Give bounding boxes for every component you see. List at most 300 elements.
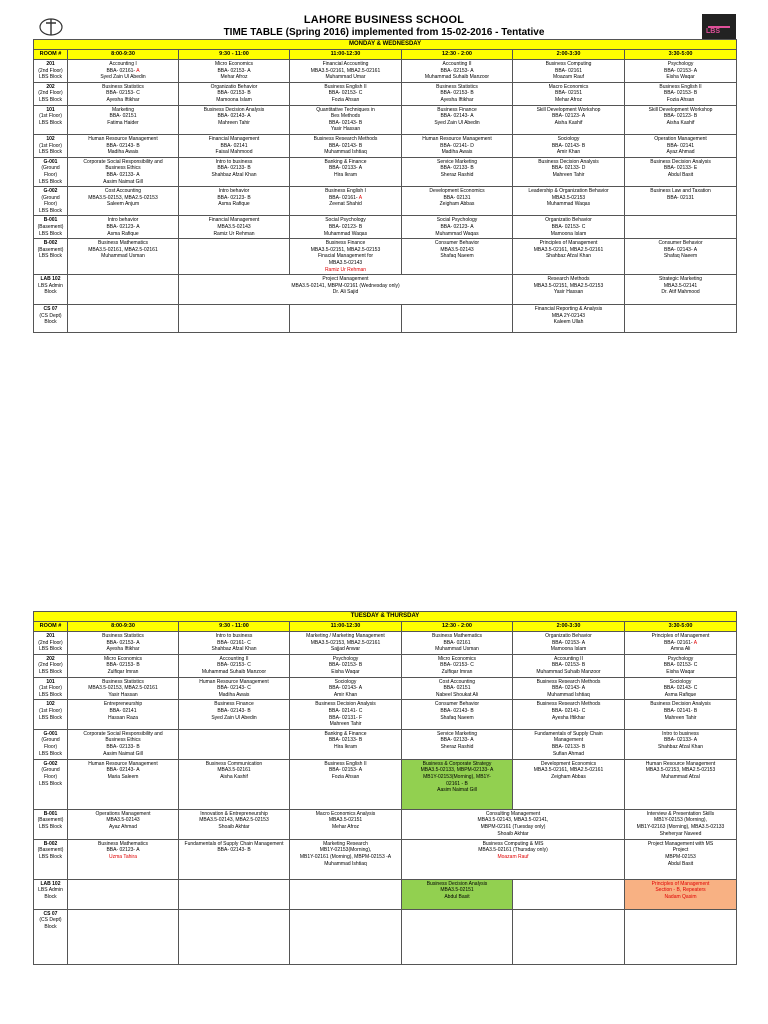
cell-line: [291, 685, 400, 692]
cell-line: [403, 120, 511, 127]
cell-text: Corporate Social Responsibility and: [83, 730, 163, 737]
cell-text: Muhammad Waqas: [435, 230, 479, 237]
cell-text: BBA- 02153- B: [106, 662, 140, 669]
room-location: LBS Block: [38, 119, 63, 126]
cell-text: Fundamentals of Supply Chain Management: [184, 840, 284, 847]
cell-text: BBA- 02151: [109, 113, 137, 120]
class-cell: [68, 275, 179, 305]
cell-text: MB1Y-02153 (Morning),: [654, 817, 707, 824]
cell-text: Dr. Atif Mahmood: [661, 289, 700, 296]
class-cell: [290, 809, 402, 839]
room-cell: [34, 729, 68, 759]
cell-line: [403, 172, 511, 179]
cell-line: [291, 143, 400, 150]
cell-text: Development Economics: [429, 188, 485, 195]
class-cell: [290, 134, 402, 157]
cell-line: [291, 817, 400, 824]
cell-line: [626, 656, 735, 663]
class-cell: [625, 134, 737, 157]
cell-line: [291, 90, 400, 97]
cell-line: [626, 767, 735, 774]
cell-line: [403, 633, 511, 640]
cell-line: [180, 201, 288, 208]
cell-line: [291, 107, 400, 114]
class-cell: [179, 134, 290, 157]
cell-text: Business Decision Analysis: [650, 701, 711, 708]
cell-text: MBA3.5-02141: [663, 282, 698, 289]
cell-text: Project: [672, 847, 689, 854]
cell-line: [69, 701, 177, 708]
day-header-row: [34, 612, 737, 622]
cell-text: Macro Economics Analysis: [315, 810, 376, 817]
cell-text: BBA- 02143- A: [440, 113, 474, 120]
cell-text: Skill Development Workshop: [536, 106, 601, 113]
cell-text: Sheraz Rashid: [440, 171, 474, 178]
cell-line: [69, 188, 177, 195]
cell-text: Aasim Naimat Gill: [103, 750, 143, 757]
cell-line: [403, 165, 511, 172]
cell-line: [291, 74, 400, 81]
cell-line: [514, 737, 623, 744]
cell-line: [403, 74, 511, 81]
cell-line: [626, 276, 735, 283]
cell-line: [626, 640, 735, 647]
class-cell: [625, 654, 737, 677]
cell-line: [291, 774, 400, 781]
cell-line: [626, 97, 735, 104]
cell-text: Project Management with MS: [647, 840, 714, 847]
class-cell: [68, 187, 179, 216]
class-cell: [402, 187, 513, 216]
cell-text: MBA3.5-02151, MBA2.5-02153: [310, 246, 381, 253]
cell-line: [403, 887, 511, 894]
room-cell: [34, 187, 68, 216]
cell-line: [403, 787, 511, 794]
cell-text: Ayesha Iftikhar: [106, 646, 140, 653]
room-location: (2nd Floor): [38, 639, 63, 646]
room-row: [34, 187, 737, 216]
cell-text: BBA- 02133- B: [551, 743, 586, 750]
cell-line: [69, 854, 177, 861]
cell-line: [69, 195, 177, 202]
class-cell: [513, 105, 625, 134]
column-header: 8:00-9:30: [68, 50, 179, 60]
class-cell: [179, 909, 290, 964]
cell-line: [291, 195, 400, 202]
cell-text: Micro Economics: [214, 61, 254, 67]
room-location: LBS Block: [38, 691, 63, 698]
room-location: LBS Block: [38, 853, 63, 860]
cell-line: [403, 824, 623, 831]
cell-text: BBA- 02143- B: [551, 142, 586, 149]
room-location: (2nd Floor): [38, 90, 63, 97]
cell-text: Zulfiqar Imran: [107, 668, 139, 675]
cell-line: [626, 195, 735, 202]
cell-text: Syed Zain Ul Abedin: [211, 714, 257, 721]
class-cell: [179, 105, 290, 134]
cell-text: Corporate Social Responsibility and: [83, 158, 163, 165]
cell-text: BBA- 02153- C: [440, 662, 474, 669]
cell-text: Organizatio Behavior: [545, 633, 592, 639]
room-location: LBS Block: [38, 823, 63, 830]
cell-line: [180, 172, 288, 179]
class-cell: [513, 909, 625, 964]
cell-text: BBA- 02143- A: [328, 685, 363, 692]
class-cell: [513, 759, 625, 809]
class-cell: [68, 105, 179, 134]
cell-text: MBA3.5-02143, MBA3.5-02141,: [477, 817, 549, 824]
cell-text: Accounting II: [219, 655, 249, 662]
cell-line: [403, 708, 511, 715]
cell-line: [291, 854, 400, 861]
highlight-text: A: [358, 194, 363, 201]
cell-line: [69, 679, 177, 686]
cell-text: BBA- 02143- B: [328, 119, 363, 126]
cell-text: BBA- 02153- B: [663, 90, 698, 97]
cell-line: [514, 744, 623, 751]
class-cell: [290, 60, 402, 83]
cell-text: Madiha Awais: [218, 691, 250, 698]
class-cell: [402, 305, 513, 333]
cell-line: [403, 737, 511, 744]
class-cell: [402, 879, 513, 909]
cell-text: Sociology: [334, 678, 357, 685]
class-cell: [68, 82, 179, 105]
room-location: LBS Block: [38, 646, 63, 653]
cell-text: Eisha Waqar: [666, 668, 695, 675]
room-number: 201: [46, 633, 55, 639]
cell-text: Business Statistics: [102, 633, 144, 639]
cell-line: [69, 731, 177, 738]
room-row: [34, 157, 737, 186]
room-location: (Ground: [41, 194, 60, 201]
cell-line: [291, 240, 400, 247]
cell-line: [514, 68, 623, 75]
cell-line: [291, 861, 400, 868]
room-location: (1st Floor): [39, 685, 62, 692]
room-location: (Ground: [41, 767, 60, 774]
cell-line: [291, 721, 400, 728]
cell-line: [291, 662, 400, 669]
cell-line: [291, 231, 400, 238]
room-location: LBS Block: [38, 750, 63, 757]
room-location: LBS Block: [38, 207, 63, 214]
room-cell: [34, 809, 68, 839]
cell-line: [180, 120, 288, 127]
cell-line: [626, 824, 735, 831]
cs-row: [34, 305, 737, 333]
cell-line: [69, 633, 177, 640]
cell-line: [291, 692, 400, 699]
cell-line: [69, 708, 177, 715]
cell-line: [291, 761, 400, 768]
cell-line: [180, 224, 288, 231]
cell-line: [180, 824, 288, 831]
cell-line: [403, 662, 511, 669]
class-cell: [68, 839, 179, 879]
cell-text: Yasir Hassan: [553, 289, 584, 296]
cell-text: Business Finance: [214, 701, 254, 708]
cell-line: [69, 692, 177, 699]
cell-line: [180, 841, 288, 848]
cell-line: [626, 831, 735, 838]
cell-text: Business Statistics: [102, 83, 144, 90]
cell-line: [626, 854, 735, 861]
cell-text: Consumer Behavior: [434, 701, 480, 708]
cell-text: Business Decision Analysis: [650, 158, 711, 165]
cell-line: [291, 260, 400, 267]
cell-line: [403, 68, 511, 75]
cell-line: [403, 159, 511, 166]
cell-line: [514, 669, 623, 676]
cell-text: Aisha Kashif: [554, 119, 583, 126]
class-cell-span: [402, 809, 625, 839]
cell-text: BBA- 02161- C: [217, 639, 251, 646]
cell-line: [291, 201, 400, 208]
cell-text: MBA3.5-02161, MBA2.5-02161: [533, 767, 604, 774]
cell-text: Syed Zain Ul Abedin: [100, 74, 146, 81]
cell-line: [291, 267, 400, 274]
class-cell: [179, 677, 290, 700]
cell-line: [626, 283, 735, 290]
cell-line: [403, 774, 511, 781]
cell-text: Ayaz Ahmad: [666, 149, 695, 156]
cell-line: [291, 61, 400, 68]
cell-line: [291, 68, 400, 75]
column-header-row: [34, 622, 737, 632]
cell-text: Muhammad Ishtiaq: [547, 691, 590, 698]
cell-line: [514, 708, 623, 715]
room-cell: [34, 275, 68, 305]
cell-text: Mahreen Tahir: [664, 714, 697, 721]
cell-line: [626, 159, 735, 166]
cell-text: BBA- 02131: [667, 194, 695, 201]
room-row: [34, 677, 737, 700]
cell-text: BBA- 02133- B: [106, 743, 140, 750]
class-cell: [402, 60, 513, 83]
cell-text: Business Finance: [325, 240, 366, 247]
cell-text: BBA- 02143- B: [106, 142, 140, 149]
class-cell: [179, 839, 290, 879]
cell-line: [180, 685, 288, 692]
timetable-tue-thu: [33, 611, 737, 965]
class-cell: [290, 700, 402, 729]
cell-line: [514, 224, 623, 231]
cell-text: Zeigham Abbas: [551, 773, 586, 780]
cell-line: [69, 201, 177, 208]
cell-line: [403, 107, 511, 114]
cell-line: [291, 247, 400, 254]
cell-line: [626, 188, 735, 195]
cell-text: Business Computing: [545, 61, 592, 67]
cell-text: BBA- 02131: [443, 194, 471, 201]
column-header: 2:00-3:30: [513, 50, 625, 60]
cell-line: [180, 679, 288, 686]
room-number: G-002: [43, 760, 58, 767]
cell-line: [403, 847, 623, 854]
cell-line: [626, 172, 735, 179]
cell-text: Psychology: [667, 61, 694, 67]
cell-line: [403, 61, 511, 68]
cell-line: [69, 165, 177, 172]
cell-text: Muhammad Umar: [325, 74, 366, 81]
cell-text: MBA3.5-02151, MBA2.5-02153: [533, 282, 604, 289]
cell-line: [291, 633, 400, 640]
class-cell: [290, 677, 402, 700]
cell-text: Moazam Rauf: [552, 74, 585, 81]
cell-text: Fundamentals of Supply Chain: [534, 730, 603, 737]
cell-line: [180, 113, 288, 120]
room-cell: [34, 654, 68, 677]
cell-line: [514, 159, 623, 166]
cell-text: Mehar Afroz: [220, 74, 248, 81]
cell-text: BBA- 02123- B: [217, 194, 251, 201]
cell-text: Mahreen Tahir: [218, 119, 250, 126]
class-cell: [402, 105, 513, 134]
cell-line: [180, 289, 511, 296]
cell-line: [403, 231, 511, 238]
cell-text: BBA- 02133- B: [217, 165, 251, 172]
cell-text: BBA- 02133- A: [328, 165, 363, 172]
cell-line: [69, 253, 177, 260]
cell-line: [291, 656, 400, 663]
cell-line: [514, 767, 623, 774]
cell-text: Human Resource Management: [88, 760, 158, 767]
cell-line: [403, 841, 623, 848]
cell-text: Operation Management: [654, 135, 707, 142]
cell-text: BBA- 02141: [109, 707, 137, 714]
cell-text: MBA3.5-02151: [328, 817, 363, 824]
cell-text: BBA- 02141- C: [551, 707, 586, 714]
class-cell: [179, 60, 290, 83]
day-label: MONDAY & WEDNESDAY: [34, 40, 737, 50]
class-cell: [68, 677, 179, 700]
cell-text: Madiha Awais: [441, 149, 473, 156]
cell-line: [403, 881, 511, 888]
cell-line: [514, 751, 623, 758]
cell-text: MBA3.5-02161, MBA2.5-02161: [310, 67, 381, 74]
cell-text: BBA- 02153- C: [217, 662, 251, 669]
cell-text: Psychology: [332, 655, 359, 662]
cell-line: [69, 240, 177, 247]
cell-text: Nabeel Shoukat Ali: [435, 691, 479, 698]
room-cell: [34, 879, 68, 909]
cell-line: [514, 149, 623, 156]
cell-line: [403, 247, 511, 254]
room-row: [34, 632, 737, 655]
lbs-logo-text: LBS: [706, 28, 720, 35]
class-cell: [68, 60, 179, 83]
cell-text: Muhammad Usman: [435, 646, 479, 653]
cell-line: [291, 149, 400, 156]
cell-line: [69, 61, 177, 68]
cell-text: MBA3.5-02153, MBA2.5-02153: [88, 194, 158, 201]
cell-text: 02161 - B: [446, 780, 468, 787]
cell-text: Hassan Raza: [107, 714, 138, 721]
room-cell: [34, 632, 68, 655]
cell-line: [180, 701, 288, 708]
class-cell: [513, 157, 625, 186]
room-number: CS 07: [43, 910, 58, 917]
cell-text: Shahbaz Afzal Khan: [211, 171, 257, 178]
cell-text: Maria Saleem: [107, 773, 139, 780]
room-number: G-002: [43, 188, 58, 195]
room-location: (CS Dept): [39, 312, 62, 319]
cell-line: [626, 107, 735, 114]
room-number: 101: [46, 106, 55, 113]
cell-text: BBA- 02161: [443, 639, 471, 646]
cell-line: [514, 701, 623, 708]
class-cell: [625, 216, 737, 239]
room-location: Floor): [43, 743, 58, 750]
class-cell: [625, 909, 737, 964]
cell-line: [514, 715, 623, 722]
class-cell: [625, 305, 737, 333]
room-number: LAB 102: [40, 880, 61, 887]
room-location: LBS Block: [38, 178, 63, 185]
cell-text: Ayesha Iftikhar: [106, 96, 140, 103]
class-cell: [402, 216, 513, 239]
cell-line: [514, 685, 623, 692]
cell-text: BBA- 02143- A: [664, 246, 698, 253]
class-cell: [513, 216, 625, 239]
cell-text: Shoaib Akhtar: [218, 823, 250, 830]
cell-text: Accounting I: [109, 61, 137, 67]
cell-text: BBA- 02143- A: [217, 113, 251, 120]
cell-line: [514, 306, 623, 313]
cell-line: [626, 68, 735, 75]
cell-line: [69, 120, 177, 127]
cell-text: MBA3.5-02153, MBA2.5-02153: [645, 767, 716, 774]
cell-text: Yasir Hassan: [108, 691, 138, 698]
class-cell: [68, 216, 179, 239]
cell-line: [180, 715, 288, 722]
cell-text: Sociology: [557, 135, 580, 142]
cell-line: [69, 774, 177, 781]
room-location: LBS Admin: [38, 887, 63, 894]
cell-line: [69, 811, 177, 818]
cell-text: Muhammad Suhaib Manzoor: [536, 668, 601, 675]
class-cell: [625, 187, 737, 216]
cell-line: [291, 811, 400, 818]
cell-text: BBA- 02153- A: [106, 639, 140, 646]
class-cell: [68, 729, 179, 759]
class-cell: [625, 275, 737, 305]
cell-text: Consumer Behavior: [434, 240, 480, 247]
class-cell: [68, 879, 179, 909]
cell-text: Asma Rafique: [107, 230, 139, 237]
cell-line: [514, 120, 623, 127]
room-number: B-001: [43, 217, 58, 224]
room-cell: [34, 839, 68, 879]
class-cell: [625, 729, 737, 759]
room-number: B-002: [43, 240, 58, 247]
cell-line: [403, 767, 511, 774]
cell-line: [626, 136, 735, 143]
lab-row: [34, 879, 737, 909]
class-cell: [625, 879, 737, 909]
room-location: Floor): [43, 201, 58, 208]
cell-text: Development Economics: [540, 760, 597, 767]
cell-text: Research Methods: [547, 276, 590, 283]
room-number: CS 07: [43, 306, 58, 313]
cell-line: [626, 165, 735, 172]
cell-text: MBA3.5-02153, MBA2.5-02161: [310, 639, 381, 646]
cell-text: BBA- 02123- A: [106, 224, 140, 231]
cell-text: Business Mathematics: [97, 840, 149, 847]
cell-line: [291, 84, 400, 91]
cell-text: Business Decision Analysis: [315, 701, 376, 708]
